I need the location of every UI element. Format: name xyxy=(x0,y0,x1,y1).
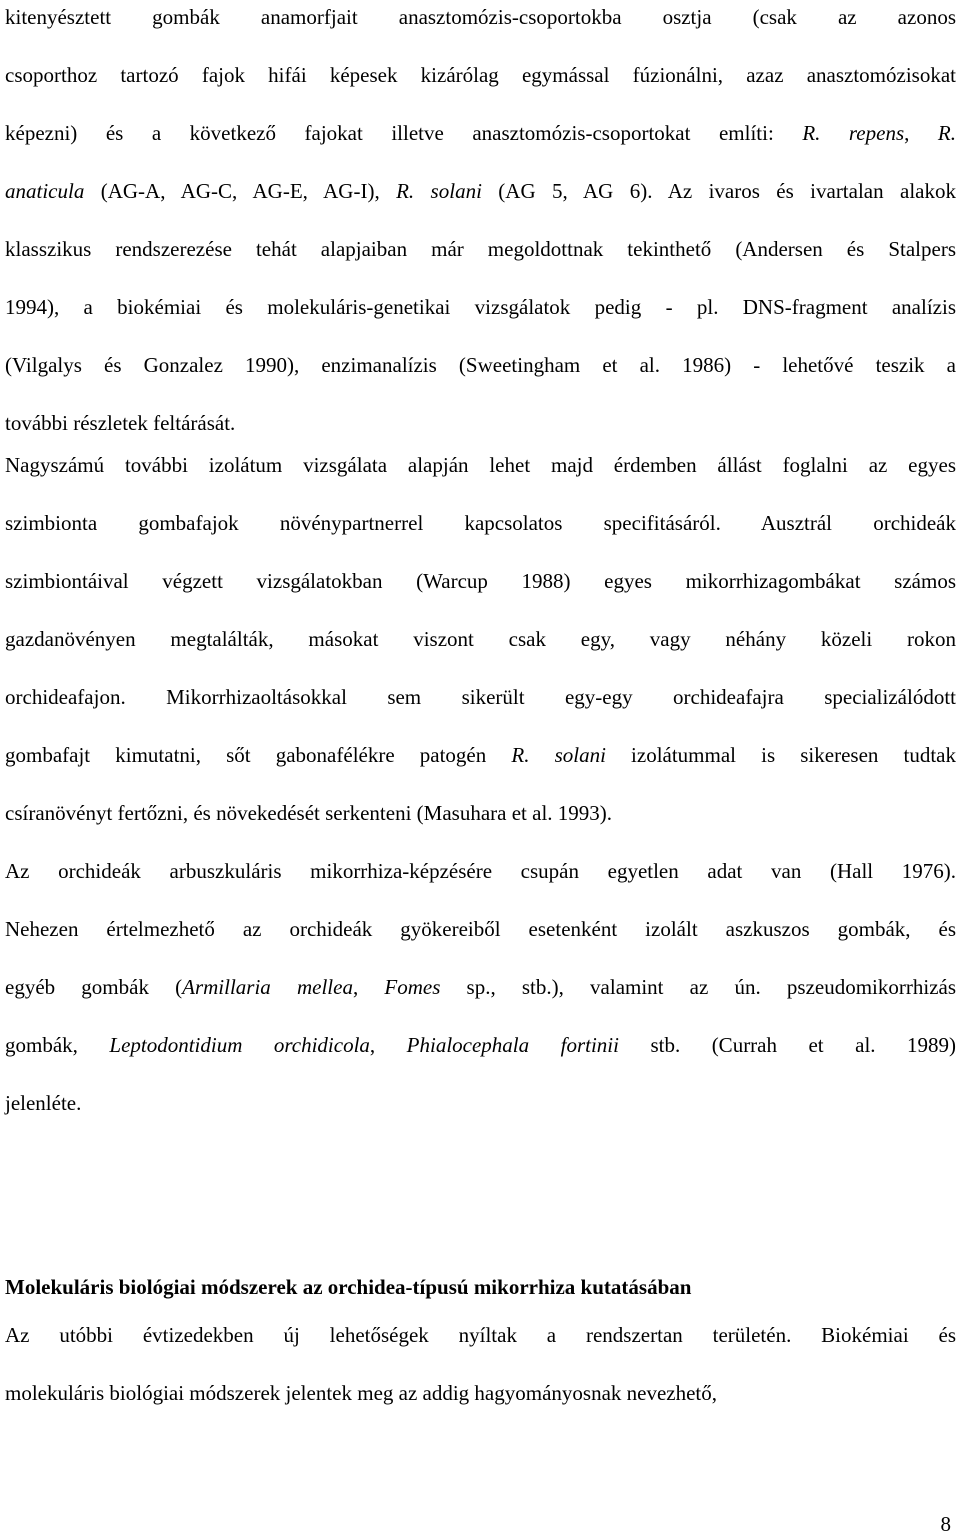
text-segment: Az orchideák arbuszkuláris mikorrhiza-képzésére csupán egyetlen adat van (Hall 1976). xyxy=(5,859,956,883)
text-segment: csoporthoz tartozó fajok hifái képesek kizárólag egymással fúzionálni, azaz anasztomózisokat xyxy=(5,63,956,87)
text-segment: (AG-A, AG-C, AG-E, AG-I), xyxy=(84,179,397,203)
italic-text: Fomes xyxy=(384,975,441,999)
text-line xyxy=(5,564,956,598)
text-line xyxy=(5,290,956,324)
text-line xyxy=(5,1318,956,1352)
text-segment: sp., stb.), valamint az ún. pszeudomikorrhizás xyxy=(440,975,957,999)
italic-text: R. repens xyxy=(802,121,905,145)
text-line xyxy=(5,970,956,1004)
text-line xyxy=(5,116,956,150)
text-line xyxy=(5,680,956,714)
text-line xyxy=(5,1376,956,1410)
text-line xyxy=(5,912,956,946)
text-segment: szimbionta gombafajok növénypartnerrel kapcsolatos specifitásáról. Ausztrál orchideák xyxy=(5,511,956,535)
text-segment: szimbiontáival végzett vizsgálatokban (Warcup 1988) egyes mikorrhizagombákat számos xyxy=(5,569,956,593)
text-segment: gazdanövényen megtalálták, másokat viszont csak egy, vagy néhány közeli rokon xyxy=(5,627,956,651)
text-segment: stb. (Currah et al. 1989) xyxy=(618,1033,956,1057)
text-line xyxy=(5,348,956,382)
italic-text: Leptodontidium orchidicola xyxy=(109,1033,370,1057)
text-segment: kitenyésztett gombák anamorfjait anasztomózis-csoportokba osztja (csak az azonos xyxy=(5,5,956,29)
text-segment: 1994), a biokémiai és molekuláris-genetikai vizsgálatok pedig - pl. DNS-fragment analízis xyxy=(5,295,956,319)
text-line xyxy=(5,1028,956,1062)
text-segment: további részletek feltárását. xyxy=(5,411,236,435)
text-segment: csíranövényt fertőzni, és növekedését serkenteni (Masuhara et al. 1993). xyxy=(5,801,613,825)
text-segment: gombafajt kimutatni, sőt gabonafélékre patogén xyxy=(5,743,512,767)
section-heading: Molekuláris biológiai módszerek az orchidea-típusú mikorrhiza kutatásában xyxy=(5,1275,692,1299)
text-segment: egyéb gombák ( xyxy=(5,975,183,999)
text-segment: izolátummal is sikeresen tudtak xyxy=(605,743,956,767)
text-segment: molekuláris biológiai módszerek jelentek meg az addig hagyományosnak nevezhető, xyxy=(5,1381,718,1405)
text-segment: klasszikus rendszerezése tehát alapjaiban már megoldottnak tekinthető (Andersen és Stalpers xyxy=(5,237,956,261)
text-segment: gombák, xyxy=(5,1033,110,1057)
text-line xyxy=(5,232,956,266)
text-line xyxy=(5,406,956,440)
text-line xyxy=(5,0,956,34)
text-line xyxy=(5,506,956,540)
text-segment: Nagyszámú további izolátum vizsgálata alapján lehet majd érdemben állást foglalni az egyes xyxy=(5,453,956,477)
text-line xyxy=(5,622,956,656)
text-segment: képezni) és a következő fajokat illetve anasztomózis-csoportokat említi: xyxy=(5,121,803,145)
text-line xyxy=(5,796,956,830)
text-line xyxy=(5,1086,956,1120)
text-segment: Az utóbbi évtizedekben új lehetőségek nyíltak a rendszertan területén. Biokémiai és xyxy=(5,1323,956,1347)
text-line xyxy=(5,448,956,482)
text-segment: Nehezen értelmezhető az orchideák gyökereiből esetenként izolált aszkuszos gombák, és xyxy=(5,917,956,941)
text-line xyxy=(5,854,956,888)
text-line xyxy=(5,174,956,208)
italic-text: Armillaria mellea xyxy=(182,975,353,999)
italic-text: R. solani xyxy=(396,179,482,203)
italic-text: Phialocephala fortinii xyxy=(406,1033,619,1057)
text-segment: jelenléte. xyxy=(5,1091,82,1115)
text-line xyxy=(5,58,956,92)
text-segment: , xyxy=(904,121,938,145)
page-number: 8 xyxy=(940,1512,951,1536)
text-segment: , xyxy=(352,975,385,999)
text-line xyxy=(5,738,956,772)
text-segment: orchideafajon. Mikorrhizaoltásokkal sem sikerült egy-egy orchideafajra specializálódott xyxy=(5,685,956,709)
italic-text: anaticula xyxy=(5,179,85,203)
text-segment: (Vilgalys és Gonzalez 1990), enzimanalízis (Sweetingham et al. 1986) - lehetővé teszik a xyxy=(5,353,956,377)
italic-text: R. xyxy=(937,121,956,145)
italic-text: R. solani xyxy=(511,743,606,767)
text-segment: , xyxy=(369,1033,407,1057)
text-segment: (AG 5, AG 6). Az ivaros és ivartalan alakok xyxy=(481,179,956,203)
